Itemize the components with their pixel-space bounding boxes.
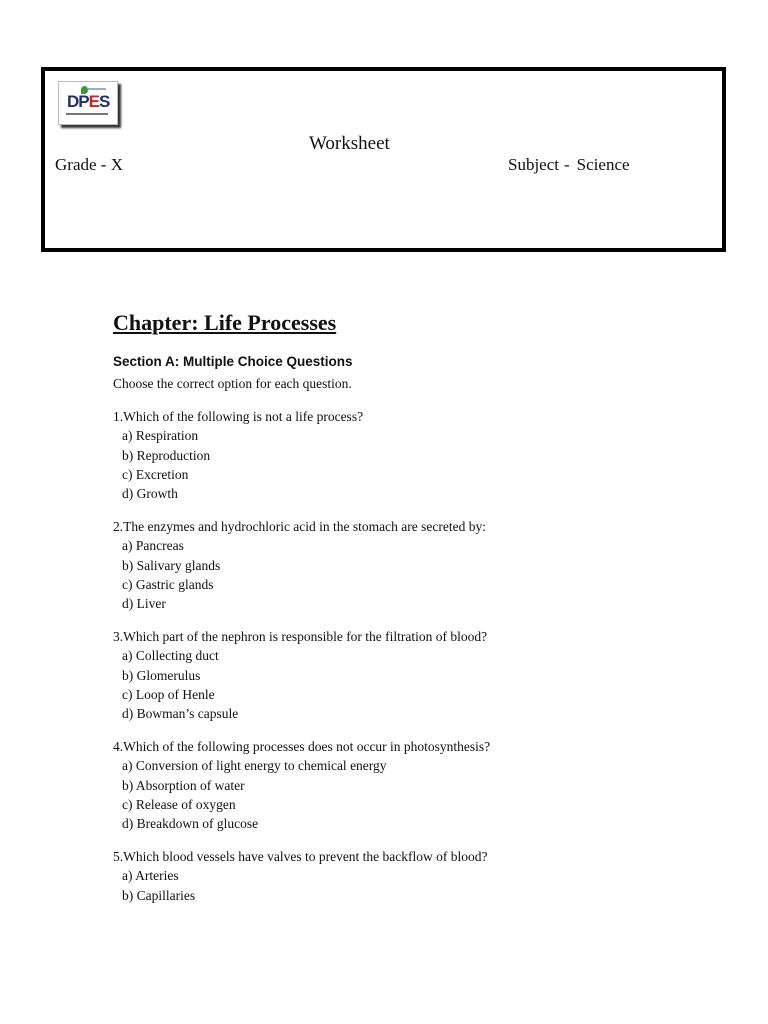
question-number: 1.: [113, 409, 124, 424]
answer-option: a) Pancreas: [122, 538, 184, 554]
question-text: [113, 627, 673, 646]
question-list: [113, 407, 673, 918]
answer-option: a) Respiration: [122, 428, 199, 444]
question-number: 3.: [113, 628, 124, 644]
question-prompt: The enzymes and hydrochloric acid in the stomach are secreted by:: [123, 518, 486, 534]
logo-tagline: [66, 113, 108, 115]
answer-option: b) Salivary glands: [122, 557, 221, 573]
answer-option: c) Release of oxygen: [122, 796, 236, 812]
question-item: [113, 517, 673, 613]
question-prompt: Which part of the nephron is responsible for the filtration of blood?: [123, 628, 488, 644]
question-item: [113, 847, 673, 905]
worksheet-header: [41, 67, 726, 252]
question-text: [113, 517, 673, 536]
logo-text: DPES: [67, 92, 110, 111]
question-text: [113, 407, 673, 426]
question-item: [113, 627, 673, 723]
answer-option: c) Loop of Henle: [122, 686, 215, 702]
answer-option: b) Glomerulus: [122, 667, 201, 683]
question-item: [113, 407, 673, 503]
subject-separator: -: [564, 155, 570, 174]
question-prompt: Which of the following is not a life process?: [123, 409, 364, 424]
question-prompt: Which of the following processes does not occur in photosynthesis?: [123, 738, 491, 754]
question-item: [113, 737, 673, 833]
question-number: 5.: [113, 848, 124, 864]
chapter-title: Chapter: Life Processes: [113, 310, 337, 335]
question-text: [113, 737, 673, 756]
school-logo: [58, 81, 118, 125]
section-title: Section A: Multiple Choice Questions: [113, 354, 353, 369]
answer-option: b) Absorption of water: [122, 777, 245, 793]
answer-option: d) Bowman’s capsule: [122, 706, 239, 722]
answer-option: d) Breakdown of glucose: [122, 816, 259, 832]
answer-option: c) Excretion: [122, 466, 189, 482]
answer-option: a) Collecting duct: [122, 648, 219, 664]
section-instructions: Choose the correct option for each question.: [113, 376, 352, 391]
answer-option: d) Growth: [122, 486, 178, 502]
worksheet-title: Worksheet: [309, 133, 390, 154]
question-prompt: Which blood vessels have valves to prevent the backflow of blood?: [123, 848, 488, 864]
subject-value: Science: [576, 155, 630, 174]
subject-field: [508, 155, 630, 175]
answer-option: b) Capillaries: [122, 887, 196, 903]
answer-option: a) Conversion of light energy to chemical energy: [122, 758, 387, 774]
answer-option: d) Liver: [122, 596, 166, 612]
answer-option: b) Reproduction: [122, 447, 211, 463]
question-number: 2.: [113, 518, 124, 534]
grade-label: Grade - X: [55, 155, 123, 174]
subject-label: Subject: [508, 155, 559, 174]
answer-option: a) Arteries: [122, 868, 179, 884]
answer-option: c) Gastric glands: [122, 576, 214, 592]
logo-mark: [88, 88, 106, 90]
question-number: 4.: [113, 738, 124, 754]
question-text: [113, 847, 673, 866]
